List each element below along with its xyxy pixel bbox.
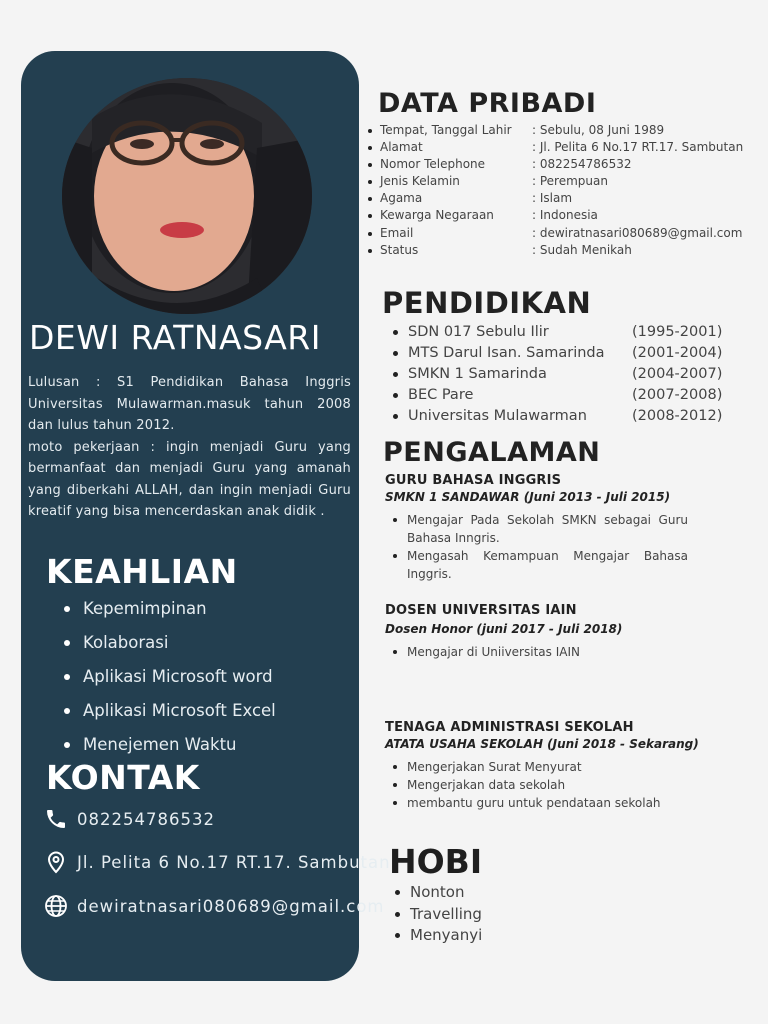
- contact-heading: KONTAK: [46, 758, 200, 797]
- job-duty: Mengajar Pada Sekolah SMKN sebagai Guru Bahasa Inngris.: [390, 511, 688, 547]
- job-title: TENAGA ADMINISTRASI SEKOLAH: [385, 720, 634, 735]
- contact-address-row: [43, 848, 391, 876]
- skill-item: Kolaborasi: [64, 630, 276, 664]
- skills-list: [64, 596, 276, 766]
- experience-heading: PENGALAMAN: [383, 437, 601, 468]
- personal-data-label: Alamat: [380, 140, 423, 155]
- job-duties-list: [390, 758, 688, 812]
- bio-text: [28, 372, 351, 523]
- job-title: GURU BAHASA INGGRIS: [385, 473, 562, 488]
- personal-data-value: : 082254786532: [532, 157, 632, 172]
- personal-data-value: : Sudah Menikah: [532, 242, 632, 257]
- education-item: [390, 364, 722, 385]
- personal-data-value: : Sebulu, 08 Juni 1989: [532, 123, 665, 137]
- personal-data-heading: DATA PRIBADI: [378, 88, 597, 119]
- personal-data-value: : Islam: [532, 191, 573, 206]
- personal-data-label: Status: [380, 242, 419, 257]
- job-duties-list: [390, 511, 688, 583]
- contact-address-text: Jl. Pelita 6 No.17 RT.17. Sambutan: [77, 852, 391, 872]
- personal-data-value: : Perempuan: [532, 174, 608, 189]
- profile-photo-image: [62, 78, 312, 314]
- skill-item: Menejemen Waktu: [64, 732, 276, 766]
- skill-item: Kepemimpinan: [64, 596, 276, 630]
- job-subtitle: Dosen Honor (juni 2017 - Juli 2018): [385, 622, 623, 636]
- job-duty: Mengasah Kemampuan Mengajar Bahasa Inggris.: [390, 547, 688, 583]
- skill-item: Aplikasi Microsoft Excel: [64, 698, 276, 732]
- personal-data-row: [366, 242, 743, 259]
- education-item: [390, 343, 722, 364]
- education-school: BEC Pare: [408, 387, 474, 403]
- skill-item: Aplikasi Microsoft word: [64, 664, 276, 698]
- personal-data-label: Agama: [380, 191, 423, 206]
- personal-data-label: Jenis Kelamin: [380, 174, 460, 189]
- hobby-item: Nonton: [393, 882, 482, 904]
- job-duty: Mengerjakan Surat Menyurat: [390, 758, 688, 776]
- education-school: MTS Darul Isan. Samarinda: [408, 345, 605, 361]
- personal-data-list: [366, 122, 743, 259]
- bio-motto-paragraph: moto pekerjaan : ingin menjadi Guru yang bermanfaat dan menjadi Guru yang amanah yang diberkahi ALLAH, dan ingin menjadi Guru kreatif yang bisa mencerdaskan anak didik .: [28, 439, 351, 519]
- education-years: (2007-2008): [632, 387, 723, 403]
- personal-data-row: [366, 225, 743, 242]
- job-subtitle: ATATA USAHA SEKOLAH (Juni 2018 - Sekarang): [385, 737, 699, 751]
- education-item: [390, 385, 722, 406]
- personal-data-row: [366, 173, 743, 190]
- education-item: [390, 406, 722, 427]
- hobbies-list: [393, 882, 482, 947]
- education-years: (2001-2004): [632, 345, 723, 361]
- location-pin-icon: [43, 849, 69, 875]
- personal-data-label: Tempat, Tanggal Lahir: [380, 123, 512, 137]
- personal-data-row: [366, 207, 743, 224]
- full-name: DEWI RATNASARI: [29, 318, 321, 357]
- education-heading: PENDIDIKAN: [382, 286, 592, 320]
- job-title: DOSEN UNIVERSITAS IAIN: [385, 603, 577, 618]
- personal-data-value: : Jl. Pelita 6 No.17 RT.17. Sambutan: [532, 140, 744, 155]
- personal-data-label: Nomor Telephone: [380, 157, 486, 172]
- job-duty: Mengajar di Uniiversitas IAIN: [390, 643, 688, 661]
- globe-icon: [43, 893, 69, 919]
- skills-heading: KEAHLIAN: [46, 552, 238, 591]
- contact-phone-row: [43, 805, 215, 833]
- personal-data-row: [366, 122, 743, 139]
- profile-photo: [62, 78, 312, 314]
- education-school: Universitas Mulawarman: [408, 408, 587, 424]
- education-list: [390, 322, 722, 427]
- hobby-item: Travelling: [393, 904, 482, 926]
- hobby-item: Menyanyi: [393, 925, 482, 947]
- bio-education-paragraph: Lulusan : S1 Pendidikan Bahasa Inggris Universitas Mulawarman.masuk tahun 2008 dan lulus tahun 2012.: [28, 375, 351, 433]
- education-school: SMKN 1 Samarinda: [408, 366, 547, 382]
- personal-data-row: [366, 139, 743, 156]
- education-item: [390, 322, 722, 343]
- education-years: (2004-2007): [632, 366, 723, 382]
- job-subtitle: SMKN 1 SANDAWAR (Juni 2013 - Juli 2015): [385, 490, 671, 504]
- personal-data-value: : Indonesia: [532, 208, 598, 223]
- education-years: (1995-2001): [632, 324, 723, 340]
- personal-data-label: Email: [380, 225, 414, 240]
- hobbies-heading: HOBI: [389, 842, 483, 881]
- education-school: SDN 017 Sebulu Ilir: [408, 324, 549, 340]
- job-duties-list: [390, 643, 688, 661]
- contact-phone-text: 082254786532: [77, 809, 215, 829]
- job-duty: membantu guru untuk pendataan sekolah: [390, 794, 688, 812]
- personal-data-row: [366, 190, 743, 207]
- personal-data-label: Kewarga Negaraan: [380, 208, 494, 223]
- phone-icon: [43, 806, 69, 832]
- personal-data-row: [366, 156, 743, 173]
- education-years: (2008-2012): [632, 408, 723, 424]
- personal-data-value: : dewiratnasari080689@gmail.com: [532, 225, 743, 240]
- job-duty: Mengerjakan data sekolah: [390, 776, 688, 794]
- contact-email-text: dewiratnasari080689@gmail.com: [77, 896, 385, 916]
- contact-email-row: [43, 892, 385, 920]
